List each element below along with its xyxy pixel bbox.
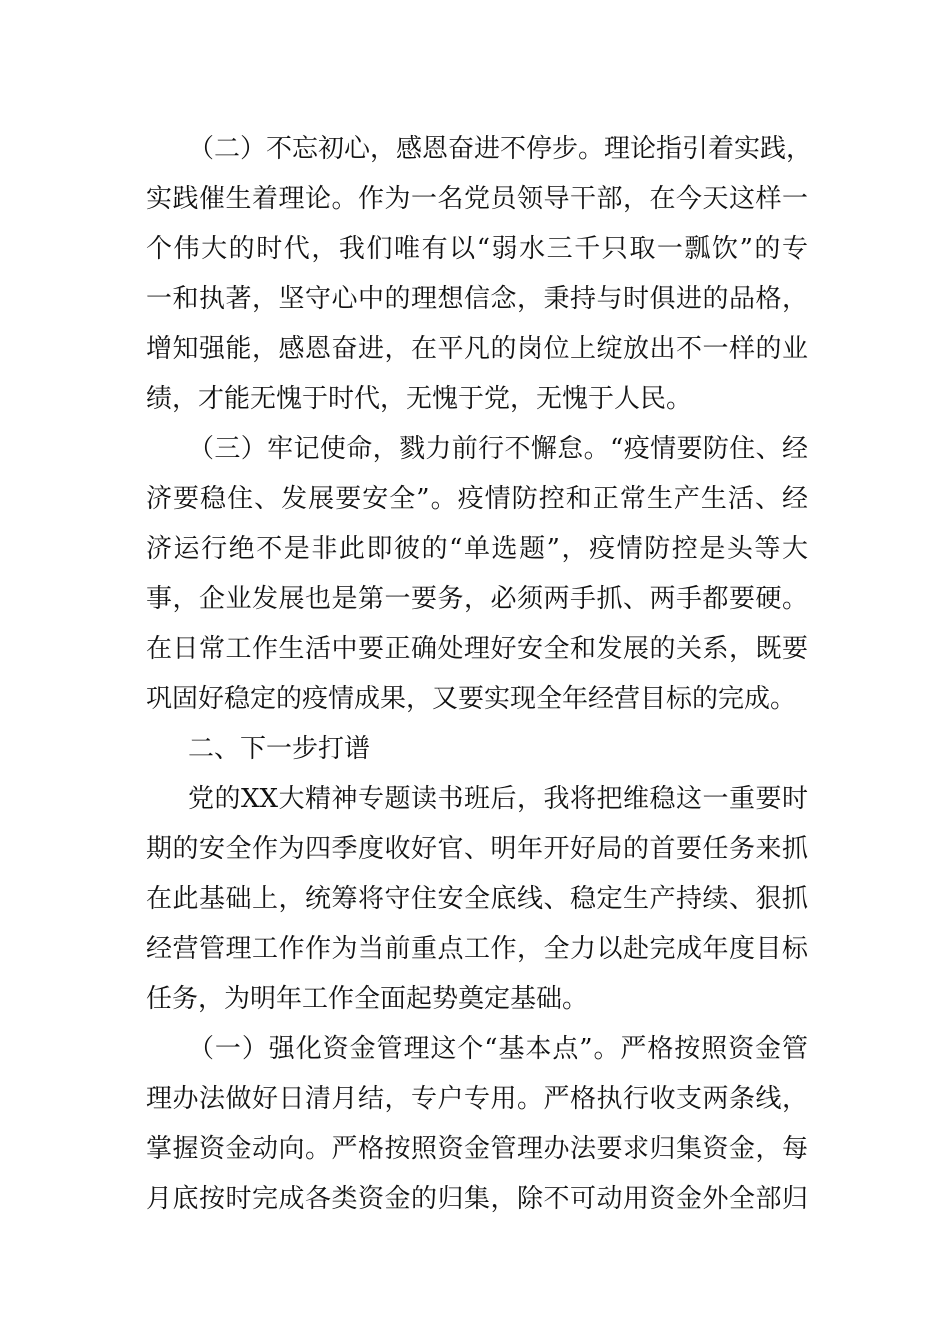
text-line: 巩固好稳定的疫情成果，又要实现全年经营目标的完成。	[146, 684, 797, 714]
text-line: 个伟大的时代，我们唯有以“弱水三千只取一瓢饮”的专	[146, 234, 808, 264]
text-line: 事，企业发展也是第一要务，必须两手抓、两手都要硬。	[146, 584, 808, 614]
text-line: 经营管理工作作为当前重点工作，全力以赴完成年度目标	[146, 934, 808, 964]
text-line: 二、下一步打谱	[188, 734, 371, 764]
text-line: （一）强化资金管理这个“基本点”。严格按照资金管	[188, 1034, 808, 1064]
text-line: （二）不忘初心，感恩奋进不停步。理论指引着实践，	[188, 134, 813, 164]
text-line: 在日常工作生活中要正确处理好安全和发展的关系，既要	[146, 634, 808, 664]
text-line: 理办法做好日清月结，专户专用。严格执行收支两条线，	[146, 1084, 808, 1114]
text-line: （三）牢记使命，戮力前行不懈怠。“疫情要防住、经	[188, 434, 808, 464]
text-line: 济运行绝不是非此即彼的“单选题”，疫情防控是头等大	[146, 534, 808, 564]
text-line: 在此基础上，统筹将守住安全底线、稳定生产持续、狠抓	[146, 884, 808, 914]
text-line: 增知强能，感恩奋进，在平凡的岗位上绽放出不一样的业	[146, 334, 808, 364]
text-line: 济要稳住、发展要安全”。疫情防控和正常生产生活、经	[146, 484, 808, 514]
text-line: 月底按时完成各类资金的归集，除不可动用资金外全部归	[146, 1184, 808, 1214]
text-line: 任务，为明年工作全面起势奠定基础。	[146, 984, 589, 1014]
text-line: 掌握资金动向。严格按照资金管理办法要求归集资金，每	[146, 1134, 808, 1164]
document-body	[146, 124, 813, 1224]
text-line: 期的安全作为四季度收好官、明年开好局的首要任务来抓	[146, 834, 808, 864]
text-line: 实践催生着理论。作为一名党员领导干部，在今天这样一	[146, 184, 808, 214]
text-line: 党的XX大精神专题读书班后，我将把维稳这一重要时	[188, 784, 808, 814]
text-line: 一和执著，坚守心中的理想信念，秉持与时俱进的品格，	[146, 284, 808, 314]
text-line: 绩，才能无愧于时代，无愧于党，无愧于人民。	[146, 384, 693, 414]
